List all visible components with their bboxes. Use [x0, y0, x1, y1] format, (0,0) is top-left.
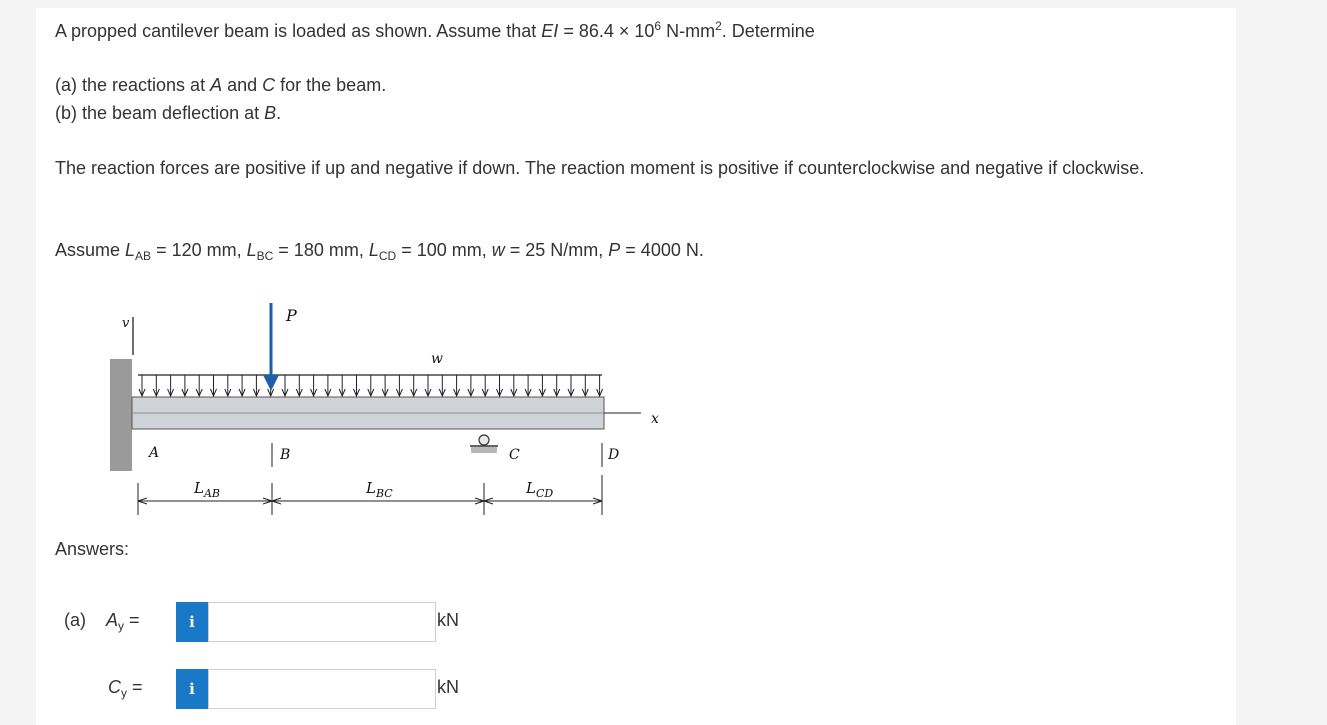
sign-convention: The reaction forces are positive if up and negative if down. The reaction moment is positive if counterclockwise and negative if clockwise.	[55, 158, 1145, 178]
answer-cy-label: $C_y$ =	[108, 677, 143, 700]
info-button-ay[interactable]: i	[176, 602, 208, 642]
answers-heading: Answers:	[55, 539, 130, 559]
cy-answer-input[interactable]	[208, 669, 436, 709]
distributed-load	[138, 375, 603, 396]
point-d-label: D	[608, 447, 620, 463]
dim-lbc-label: $L_{BC}$	[366, 479, 393, 500]
v-axis-label: v	[122, 316, 130, 331]
assumed-values: Assume $L_{AB} = 120$ mm, $L_{BC} = 180$ mm, $L_{CD} = 100$ mm, w = 25 N/mm, P = 4000 N.	[55, 240, 704, 263]
cy-unit: kN	[437, 677, 459, 697]
point-a-label: A	[149, 445, 160, 461]
answer-part-label: (a)	[64, 610, 86, 630]
ay-answer-input[interactable]	[208, 602, 436, 642]
answer-ay-label: $A_y$ =	[106, 610, 140, 633]
ay-unit: kN	[437, 610, 459, 630]
fixed-wall-support	[110, 359, 132, 471]
beam-diagram	[66, 283, 659, 523]
part-a-text: (a) the reactions at A and C for the beam.	[55, 75, 387, 95]
info-button-cy[interactable]: i	[176, 669, 208, 709]
point-c-label: C	[509, 447, 520, 463]
problem-intro: A propped cantilever beam is loaded as shown. Assume that EI = $86.4 \times 10^6$ $N-mm^2$. Determine	[55, 19, 815, 41]
point-load-arrowhead	[263, 375, 279, 391]
point-b-label: B	[280, 447, 291, 463]
dim-lab-label: $L_{AB}$	[194, 479, 220, 500]
distributed-load-label: w	[431, 351, 443, 367]
question-card	[36, 8, 1236, 725]
dim-lcd-label: $L_{CD}$	[526, 479, 554, 500]
roller-support-c	[470, 435, 498, 453]
x-axis-label: x	[651, 411, 659, 427]
part-b-text: (b) the beam deflection at B.	[55, 103, 282, 123]
point-load-label: P	[286, 306, 297, 325]
